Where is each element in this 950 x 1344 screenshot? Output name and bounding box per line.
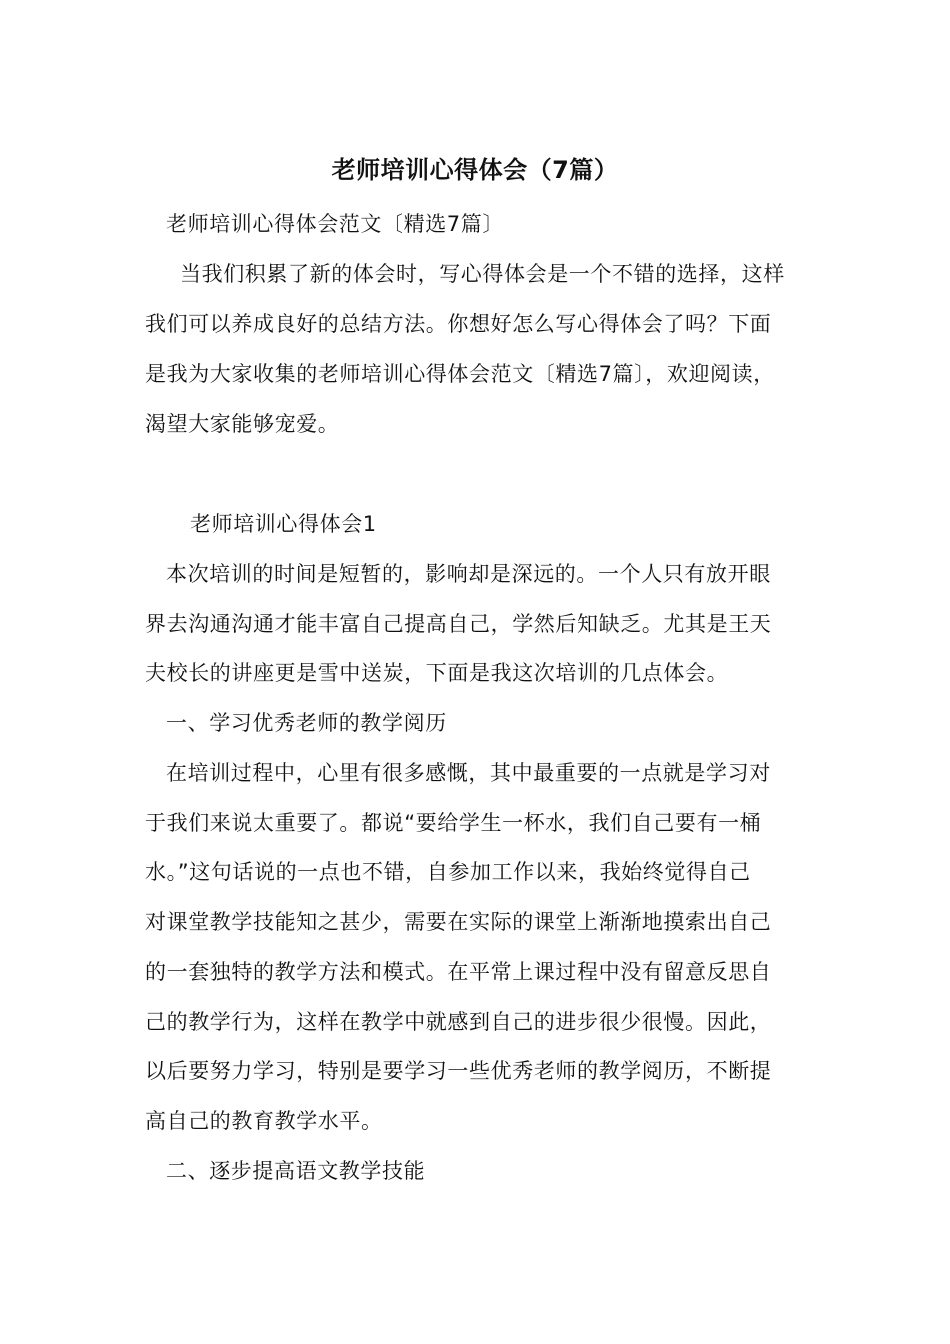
document-title: 老师培训心得体会（7篇）: [331, 156, 619, 184]
paragraph-line: 于我们来说太重要了。都说“要给学生一杯水，我们自己要有一桶: [145, 811, 762, 835]
paragraph-line: 的一套独特的教学方法和模式。在平常上课过程中没有留意反思自: [145, 960, 772, 984]
paragraph-line: 对课堂教学技能知之甚少，需要在实际的课堂上渐渐地摸索出自己: [145, 910, 772, 934]
section-heading: 老师培训心得体会1: [190, 512, 377, 536]
intro-line: 渴望大家能够宠爱。: [145, 412, 340, 436]
paragraph-line: 己的教学行为，这样在教学中就感到自己的进步很少很慢。因此，: [145, 1010, 772, 1034]
point2-heading: 二、逐步提高语文教学技能: [166, 1159, 426, 1183]
paragraph-line: 高自己的教育教学水平。: [145, 1109, 383, 1133]
paragraph-line: 在培训过程中，心里有很多感慨，其中最重要的一点就是学习对: [166, 761, 771, 785]
paragraph-line: 夫校长的讲座更是雪中送炭，下面是我这次培训的几点体会。: [145, 661, 729, 685]
intro-line: 当我们积累了新的体会时，写心得体会是一个不错的选择，这样: [180, 262, 785, 286]
intro-line: 是我为大家收集的老师培训心得体会范文〔精选7篇〕，欢迎阅读，: [145, 362, 775, 386]
point1-heading: 一、学习优秀老师的教学阅历: [166, 711, 447, 735]
document-subtitle: 老师培训心得体会范文〔精选7篇〕: [166, 212, 504, 236]
paragraph-line: 界去沟通沟通才能丰富自己提高自己，学然后知缺乏。尤其是王天: [145, 612, 772, 636]
paragraph-line: 水。”这句话说的一点也不错，自参加工作以来，我始终觉得自己: [145, 860, 751, 884]
intro-line: 我们可以养成良好的总结方法。你想好怎么写心得体会了吗？下面: [145, 312, 772, 336]
paragraph-line: 以后要努力学习，特别是要学习一些优秀老师的教学阅历，不断提: [145, 1059, 772, 1083]
paragraph-line: 本次培训的时间是短暂的，影响却是深远的。一个人只有放开眼: [166, 562, 771, 586]
